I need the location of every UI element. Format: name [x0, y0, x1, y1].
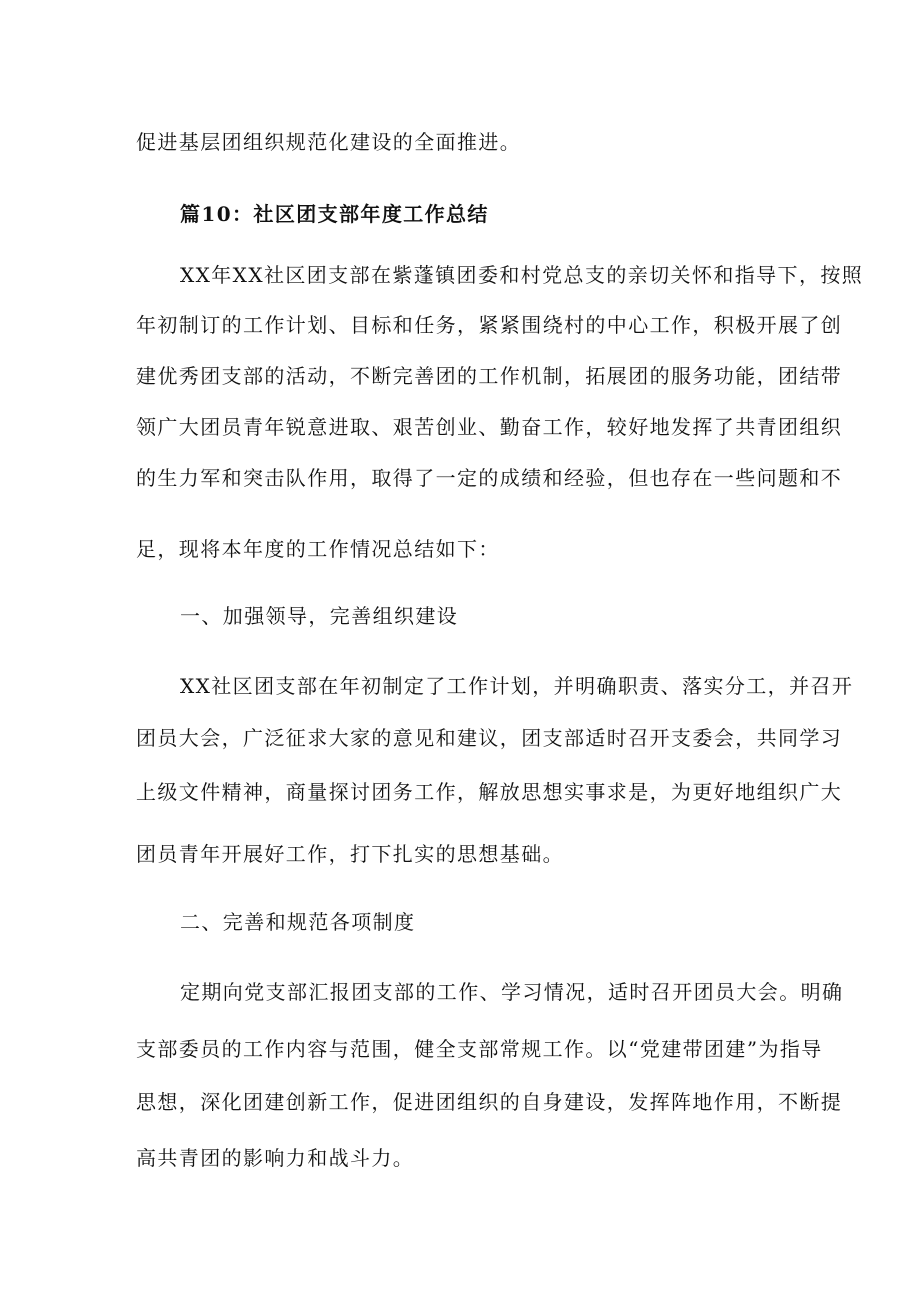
- paragraph2-line: 团员大会，广泛征求大家的意见和建议，团支部适时召开支委会，共同学习: [136, 726, 843, 750]
- paragraph3-line: 高共青团的影响力和战斗力。: [136, 1146, 415, 1170]
- paragraph3-line: 思想，深化团建创新工作，促进团组织的自身建设，发挥阵地作用，不断提: [136, 1090, 843, 1114]
- paragraph1-line: 足，现将本年度的工作情况总结如下：: [136, 537, 500, 561]
- paragraph-intro-tail: 促进基层团组织规范化建设的全面推进。: [136, 130, 522, 154]
- paragraph2-line: 上级文件精神，商量探讨团务工作，解放思想实事求是，为更好地组织广大: [136, 780, 843, 804]
- paragraph3-line: 定期向党支部汇报团支部的工作、学习情况，适时召开团员大会。明确: [180, 980, 844, 1004]
- paragraph1-line: XX年XX社区团支部在紫蓬镇团委和村党总支的亲切关怀和指导下，按照: [180, 263, 864, 287]
- subheading-2: 二、完善和规范各项制度: [180, 910, 416, 934]
- paragraph1-line: 年初制订的工作计划、目标和任务，紧紧围绕村的中心工作，积极开展了创: [136, 313, 843, 337]
- section-title: 篇10：社区团支部年度工作总结: [180, 202, 489, 226]
- paragraph3-line: 支部委员的工作内容与范围，健全支部常规工作。以“党建带团建”为指导: [136, 1037, 823, 1061]
- paragraph1-line: 的生力军和突击队作用，取得了一定的成绩和经验，但也存在一些问题和不: [136, 466, 843, 490]
- subheading-1: 一、加强领导，完善组织建设: [180, 604, 459, 628]
- paragraph1-line: 领广大团员青年锐意进取、艰苦创业、勤奋工作，较好地发挥了共青团组织: [136, 415, 843, 439]
- paragraph2-line: XX社区团支部在年初制定了工作计划，并明确职责、落实分工，并召开: [180, 674, 854, 698]
- paragraph1-line: 建优秀团支部的活动，不断完善团的工作机制，拓展团的服务功能，团结带: [136, 364, 843, 388]
- paragraph2-line: 团员青年开展好工作，打下扎实的思想基础。: [136, 842, 564, 866]
